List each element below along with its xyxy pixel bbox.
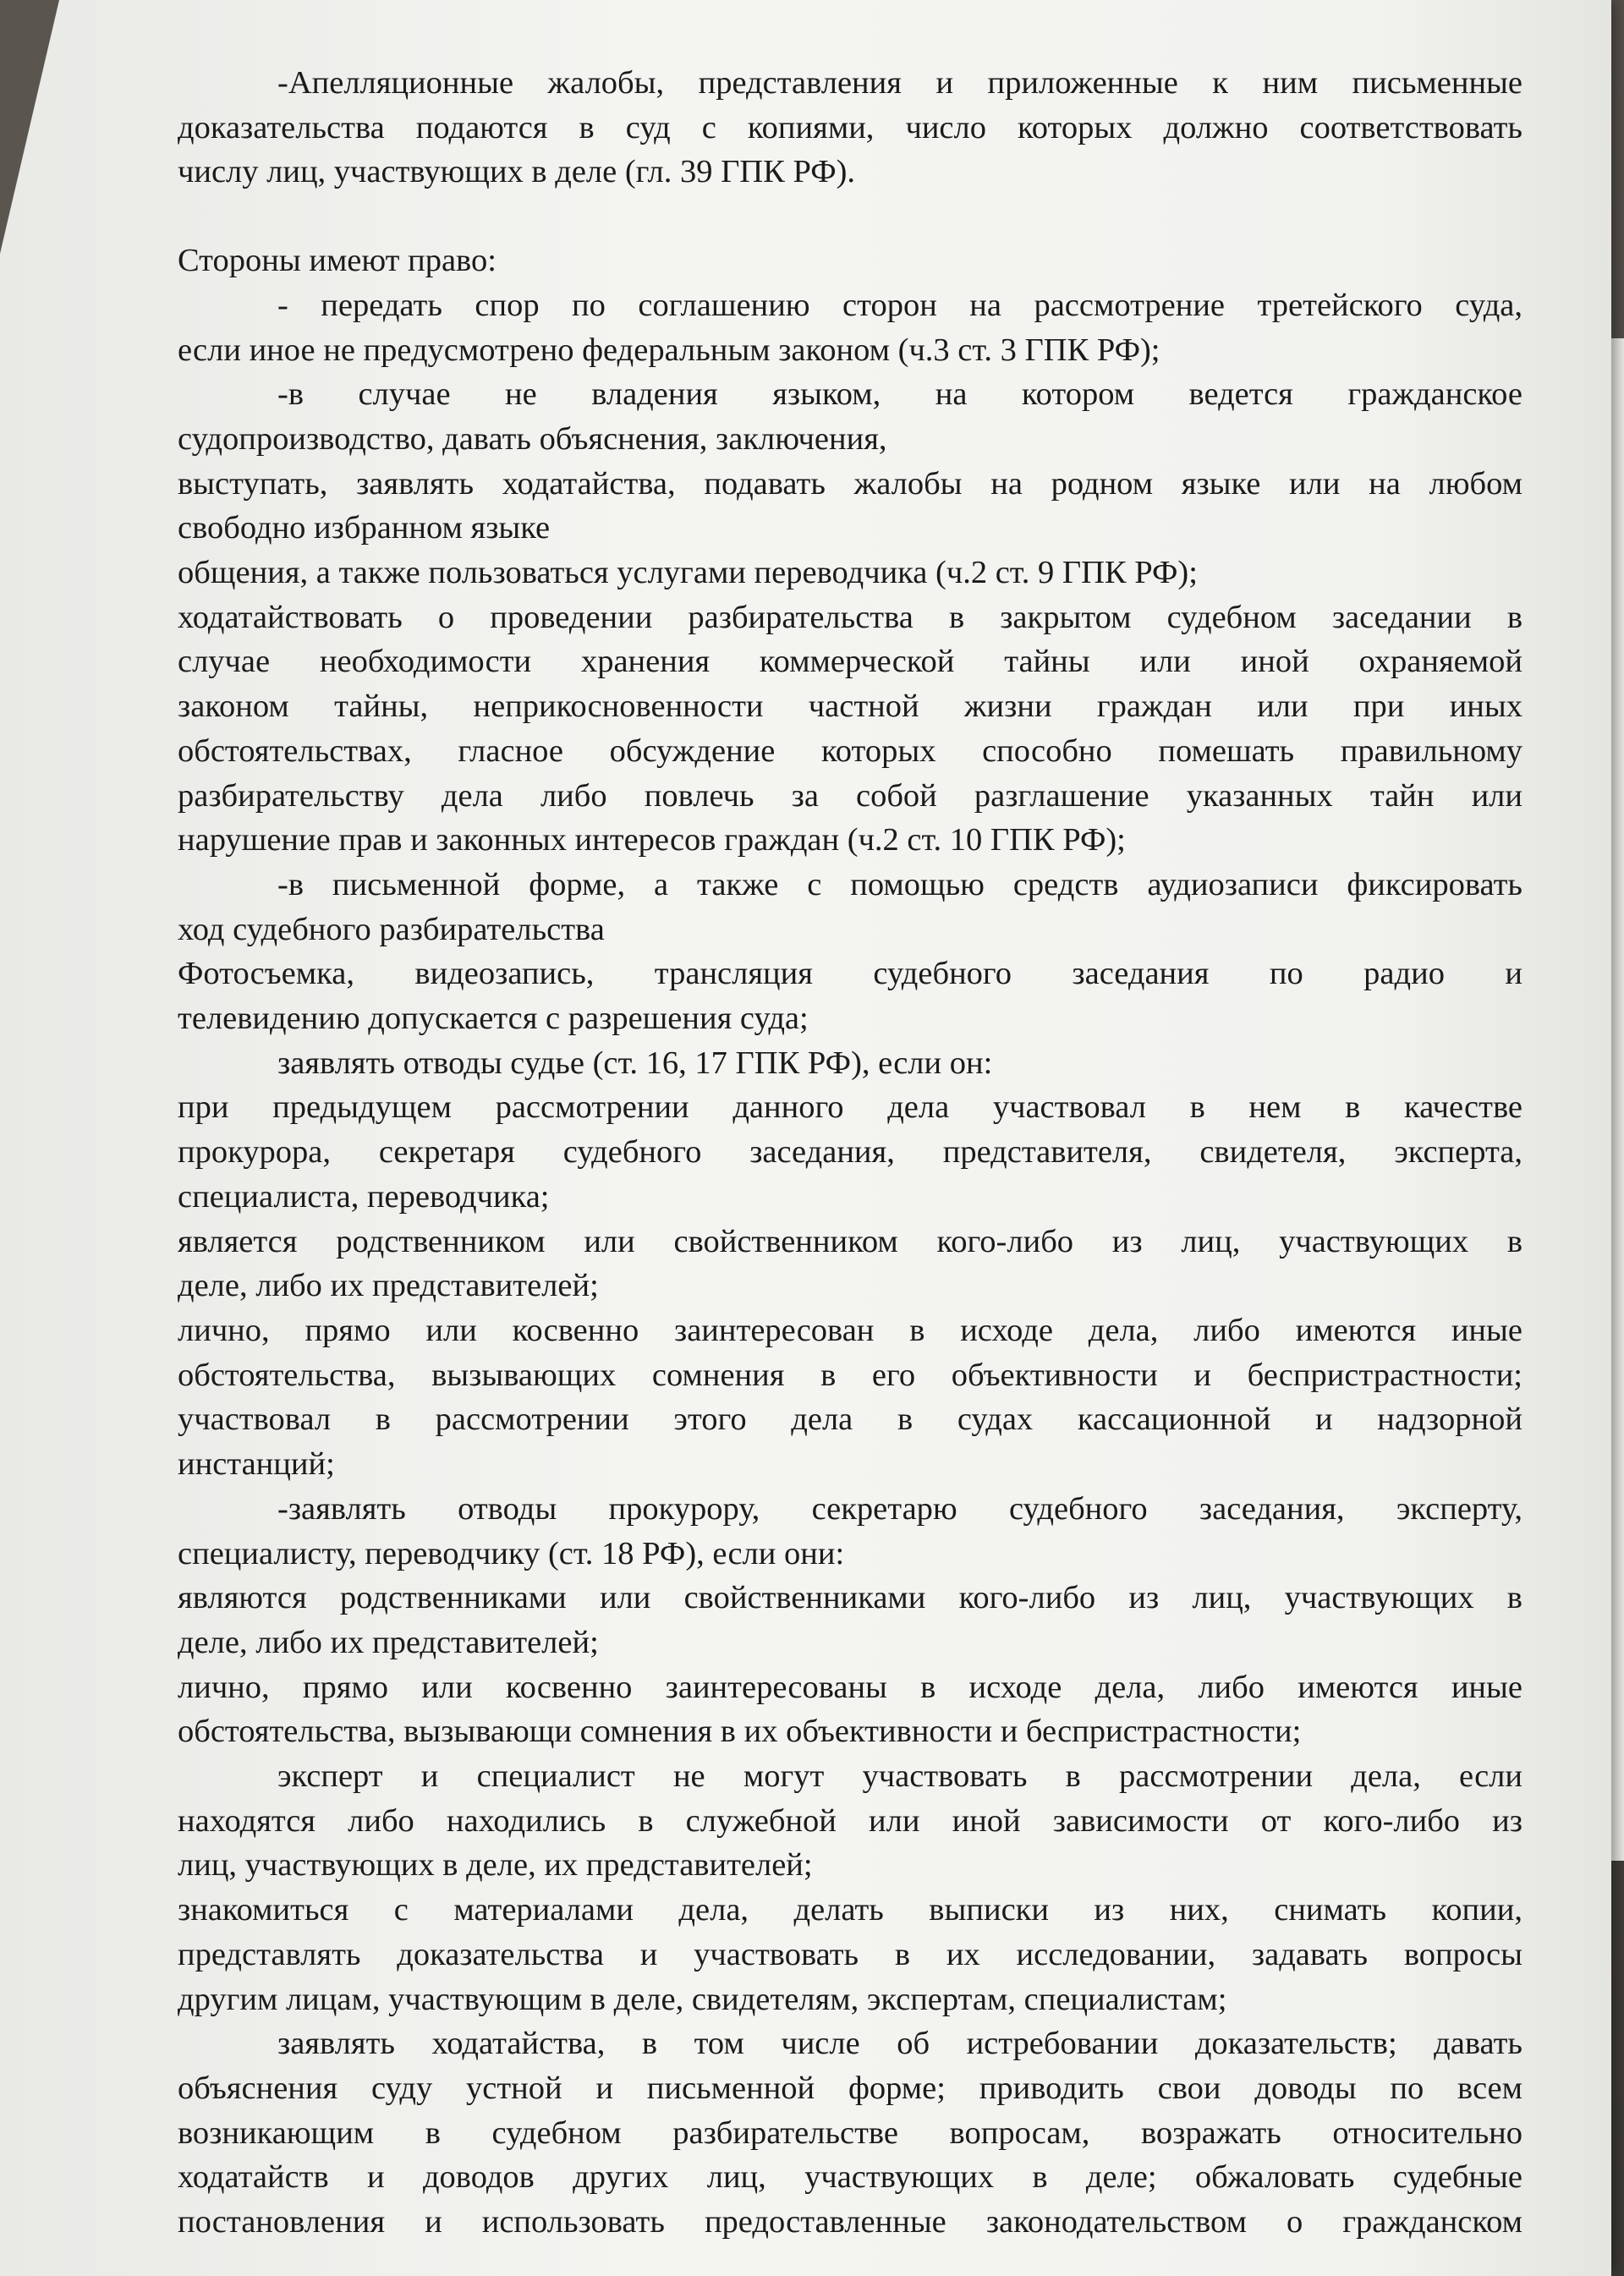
text-line: Стороны имеют право: (178, 243, 497, 279)
text-line: обстоятельства, вызывающи сомнения в их объективности и беспристрастности; (178, 1714, 1302, 1750)
text-line: свободно избранном языке (178, 510, 551, 546)
document-body (178, 61, 1522, 2245)
text-line: объяснения суду устной и письменной форме; приводить свои доводы по всем (178, 2070, 1522, 2106)
text-line: другим лицам, участвующим в деле, свидетелям, экспертам, специалистам; (178, 1981, 1227, 2017)
text-line: -Апелляционные жалобы, представления и приложенные к ним письменные (277, 65, 1522, 101)
text-line: ходатайствовать о проведении разбирательства в закрытом судебном заседании в (178, 599, 1522, 635)
text-line: -заявлять отводы прокурору, секретарю судебного заседания, эксперту, (277, 1490, 1522, 1527)
text-line: лично, прямо или косвенно заинтересован в исходе дела, либо имеются иные (178, 1312, 1522, 1348)
text-line: нарушение прав и законных интересов граждан (ч.2 ст. 10 ГПК РФ); (178, 822, 1126, 858)
text-line: выступать, заявлять ходатайства, подавать жалобы на родном языке или на любом (178, 465, 1522, 502)
text-line: обстоятельствах, гласное обсуждение которых способно помешать правильному (178, 732, 1522, 769)
text-line: участвовал в рассмотрении этого дела в судах кассационной и надзорной (178, 1401, 1522, 1438)
text-line: лично, прямо или косвенно заинтересованы в исходе дела, либо имеются иные (178, 1669, 1522, 1705)
text-line: законом тайны, неприкосновенности частной жизни граждан или при иных (178, 688, 1522, 725)
text-line: эксперт и специалист не могут участвовать в рассмотрении дела, если (277, 1758, 1522, 1795)
text-line: заявлять отводы судье (ст. 16, 17 ГПК РФ), если он: (277, 1045, 993, 1081)
text-line: лиц, участвующих в деле, их представителей; (178, 1847, 813, 1884)
text-line: ход судебного разбирательства (178, 911, 605, 947)
text-line: деле, либо их представителей; (178, 1268, 599, 1304)
text-line: специалиста, переводчика; (178, 1178, 550, 1215)
text-line: общения, а также пользоваться услугами переводчика (ч.2 ст. 9 ГПК РФ); (178, 555, 1198, 591)
text-line: возникающим в судебном разбирательстве вопросам, возражать относительно (178, 2114, 1522, 2151)
text-line: являются родственниками или свойственниками кого-либо из лиц, участвующих в (178, 1580, 1522, 1616)
text-line: обстоятельства, вызывающих сомнения в его объективности и беспристрастности; (178, 1357, 1522, 1393)
text-line: -в письменной форме, а также с помощью средств аудиозаписи фиксировать (277, 866, 1522, 902)
text-line: разбирательству дела либо повлечь за собой разглашение указанных тайн или (178, 777, 1522, 814)
text-line: деле, либо их представителей; (178, 1624, 599, 1660)
text-line: представлять доказательства и участвовать в их исследовании, задавать вопросы (178, 1936, 1522, 1972)
text-line: прокурора, секретаря судебного заседания, представителя, свидетеля, эксперта, (178, 1134, 1522, 1171)
text-line: специалисту, переводчику (ст. 18 РФ), если они: (178, 1535, 845, 1571)
text-line: является родственником или свойственником кого-либо из лиц, участвующих в (178, 1223, 1522, 1259)
text-line: случае необходимости хранения коммерческой тайны или иной охраняемой (178, 644, 1522, 680)
text-line: - передать спор по соглашению сторон на рассмотрение третейского суда, (277, 287, 1522, 323)
text-line: если иное не предусмотрено федеральным законом (ч.3 ст. 3 ГПК РФ); (178, 332, 1160, 368)
text-line: ходатайств и доводов других лиц, участвующих в деле; обжаловать судебные (178, 2159, 1522, 2196)
text-line: доказательства подаются в суд с копиями, число которых должно соответствовать (178, 109, 1522, 145)
text-line: при предыдущем рассмотрении данного дела участвовал в нем в качестве (178, 1089, 1522, 1126)
text-line: находятся либо находились в служебной или иной зависимости от кого-либо из (178, 1802, 1522, 1839)
text-line: инстанций; (178, 1446, 335, 1483)
page-corner-fold (0, 0, 59, 254)
text-line: Фотосъемка, видеозапись, трансляция судебного заседания по радио и (178, 956, 1522, 992)
text-line: телевидению допускается с разрешения суда; (178, 1001, 809, 1037)
paragraph-gap (178, 195, 1522, 239)
text-line: постановления и использовать предоставленные законодательством о гражданском (178, 2204, 1522, 2240)
text-line: судопроизводство, давать объяснения, заключения, (178, 420, 887, 457)
text-line: числу лиц, участвующих в деле (гл. 39 ГПК РФ). (178, 154, 856, 190)
text-line: заявлять ходатайства, в том числе об истребовании доказательств; давать (277, 2026, 1522, 2062)
text-line: знакомиться с материалами дела, делать выписки из них, снимать копии, (178, 1892, 1522, 1928)
text-line: -в случае не владения языком, на котором ведется гражданское (277, 376, 1522, 413)
